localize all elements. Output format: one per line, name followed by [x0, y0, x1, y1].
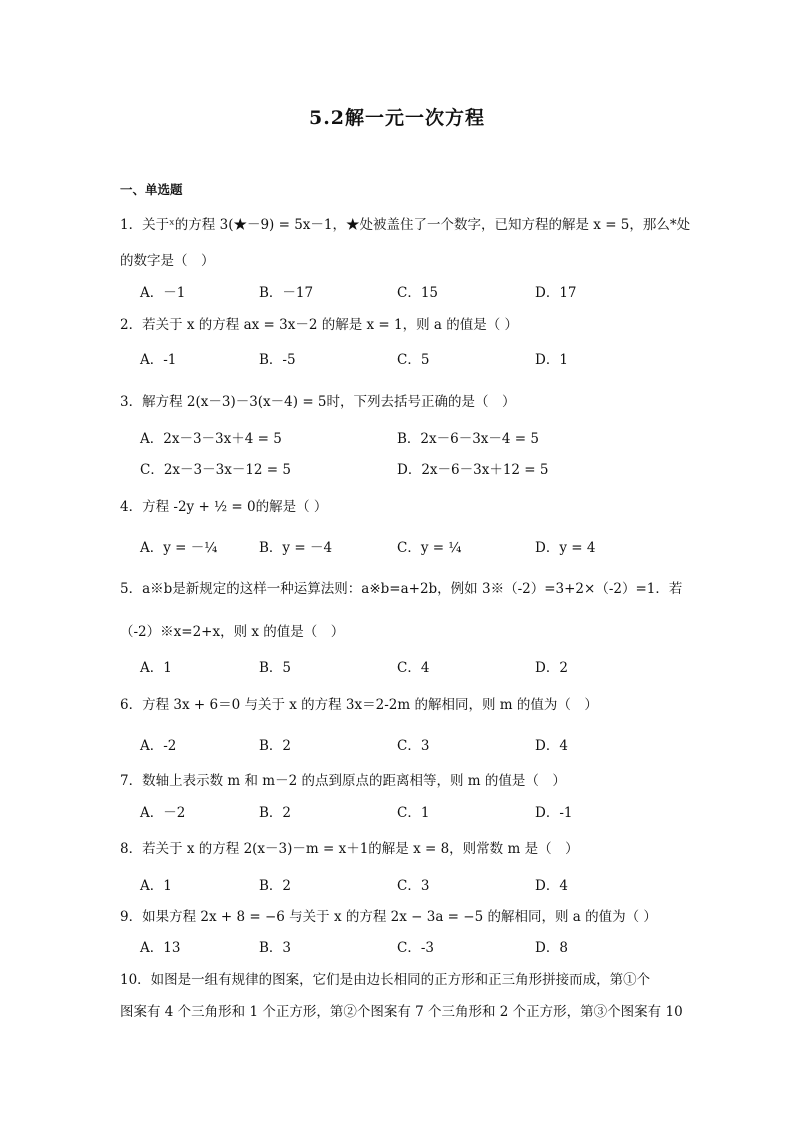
- question-8-stem: 8．若关于 x 的方程 2(x－3)－m = x＋1的解是 x = 8，则常数 m 是（ ）: [120, 841, 579, 857]
- question-7-option-a: A．－2: [140, 805, 186, 821]
- question-1-stem-cont: 的数字是（ ）: [120, 253, 215, 269]
- question-6-option-b: B．2: [259, 738, 292, 754]
- question-10-stem-cont: 图案有 4 个三角形和 1 个正方形，第②个图案有 7 个三角形和 2 个正方形，第③个图案有 10: [120, 1004, 683, 1020]
- question-5-option-a: A．1: [140, 660, 172, 676]
- section-heading: 一、单选题: [120, 182, 183, 197]
- question-8-option-b: B．2: [259, 878, 292, 894]
- question-5-option-c: C．4: [397, 660, 430, 676]
- question-4-option-a: A．y = －¼: [140, 540, 218, 556]
- question-9-option-d: D．8: [535, 940, 568, 956]
- question-6-option-c: C．3: [397, 738, 430, 754]
- question-9-option-b: B．3: [259, 940, 292, 956]
- page-title: 5.2解一元一次方程: [308, 107, 486, 129]
- question-2-stem: 2．若关于 x 的方程 ax = 3x－2 的解是 x = 1，则 a 的值是（ ）: [120, 317, 519, 333]
- question-1-option-c: C．15: [397, 285, 439, 301]
- question-2-option-a: A．-1: [140, 352, 177, 368]
- question-1-stem: 1．关于ˣ的方程 3(★－9) = 5x－1，★处被盖住了一个数字，已知方程的解是 x = 5，那么*处: [120, 217, 691, 233]
- question-6-option-d: D．4: [535, 738, 568, 754]
- question-3-option-a: A．2x－3－3x＋4 = 5: [140, 431, 282, 447]
- question-9-stem: 9．如果方程 2x + 8 = −6 与关于 x 的方程 2x − 3a = −5 的解相同，则 a 的值为（ ）: [120, 909, 657, 925]
- question-2-option-d: D．1: [535, 352, 568, 368]
- question-1-option-a: A．－1: [140, 285, 186, 301]
- question-5-option-b: B．5: [259, 660, 292, 676]
- question-5-option-d: D．2: [535, 660, 568, 676]
- question-5-stem-cont: （-2）※x=2+x，则 x 的值是（ ）: [120, 624, 345, 640]
- question-7-option-b: B．2: [259, 805, 292, 821]
- question-9-option-c: C．-3: [397, 940, 434, 956]
- question-3-option-b: B．2x－6－3x－4 = 5: [397, 431, 539, 447]
- question-7-option-c: C．1: [397, 805, 430, 821]
- question-7-stem: 7．数轴上表示数 m 和 m－2 的点到原点的距离相等，则 m 的值是（ ）: [120, 773, 566, 789]
- question-1-option-d: D．17: [535, 285, 577, 301]
- question-4-option-b: B．y = －4: [259, 540, 333, 556]
- question-6-option-a: A．-2: [140, 738, 177, 754]
- question-3-stem: 3．解方程 2(x－3)－3(x－4) = 5时，下列去括号正确的是（ ）: [120, 394, 516, 410]
- question-3-option-d: D．2x－6－3x＋12 = 5: [397, 462, 549, 478]
- question-9-option-a: A．13: [140, 940, 181, 956]
- question-4-option-c: C．y = ¼: [397, 540, 462, 556]
- question-10-stem: 10．如图是一组有规律的图案，它们是由边长相同的正方形和正三角形拼接而成，第①个: [120, 972, 651, 988]
- question-2-option-c: C．5: [397, 352, 430, 368]
- question-8-option-a: A．1: [140, 878, 172, 894]
- question-3-option-c: C．2x－3－3x－12 = 5: [140, 462, 291, 478]
- question-4-option-d: D．y = 4: [535, 540, 596, 556]
- question-7-option-d: D．-1: [535, 805, 573, 821]
- question-6-stem: 6．方程 3x + 6＝0 与关于 x 的方程 3x＝2-2m 的解相同，则 m 的值为（ ）: [120, 697, 598, 713]
- question-1-option-b: B．－17: [259, 285, 314, 301]
- question-8-option-c: C．3: [397, 878, 430, 894]
- question-4-stem: 4．方程 -2y + ½ = 0的解是（ ）: [120, 499, 328, 515]
- question-2-option-b: B．-5: [259, 352, 296, 368]
- question-8-option-d: D．4: [535, 878, 568, 894]
- question-5-stem: 5．a※b是新规定的这样一种运算法则：a※b=a+2b，例如 3※（-2）=3+2×（-2）=1．若: [120, 581, 683, 597]
